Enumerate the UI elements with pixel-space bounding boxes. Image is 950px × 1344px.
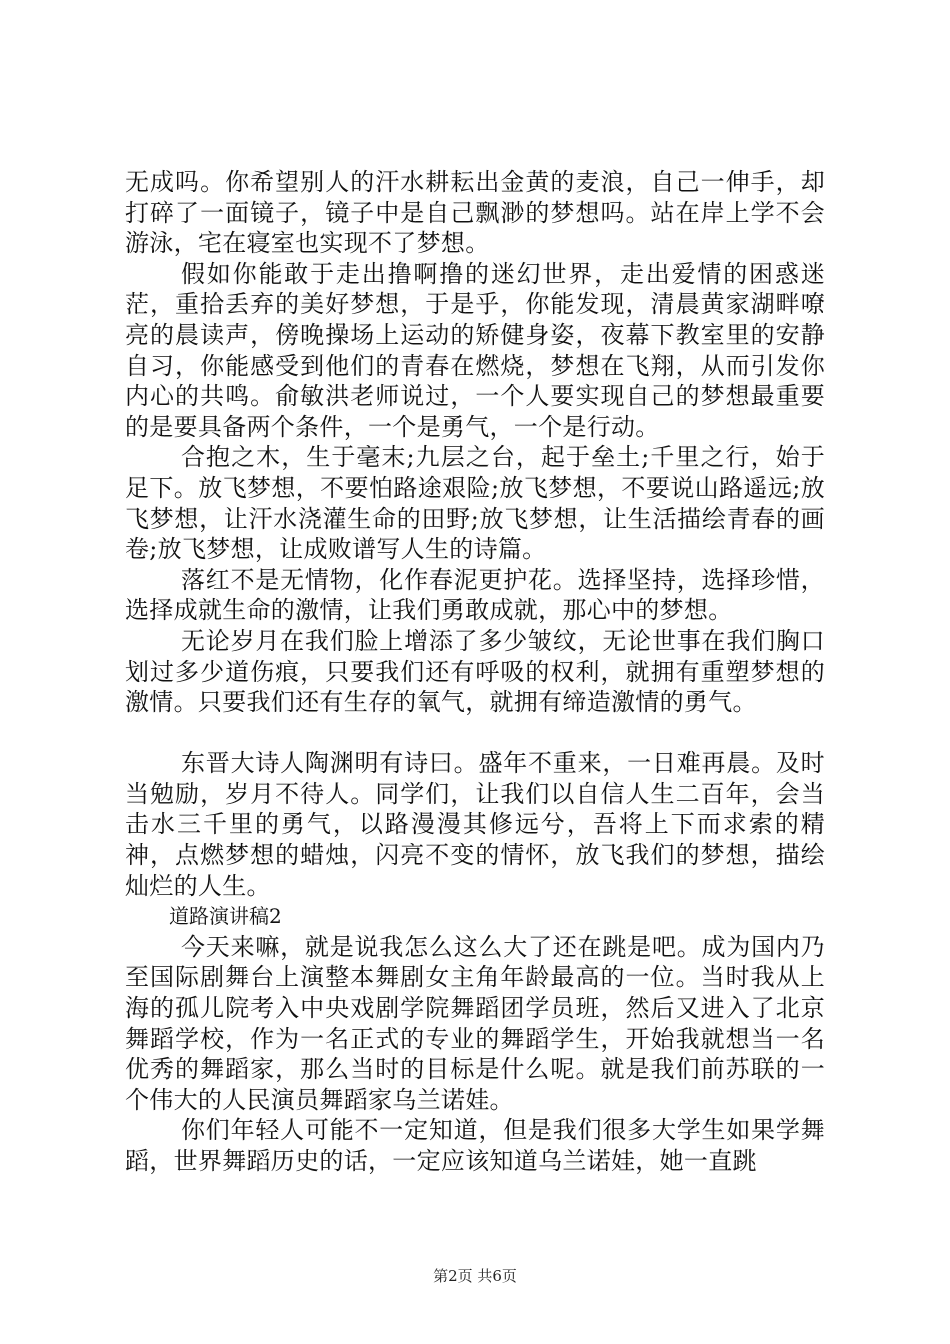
paragraph: 假如你能敢于走出撸啊撸的迷幻世界，走出爱情的困惑迷茫，重拾丢弃的美好梦想，于是乎，你能发现，清晨黄家湖畔嘹亮的晨读声，傍晚操场上运动的矫健身姿，夜幕下教室里的安静自习，你能感受到他们的青春在燃烧，梦想在飞翔，从而引发你内心的共鸣。俞敏洪老师说过，一个人要实现自己的梦想最重要的是要具备两个条件，一个是勇气，一个是行动。 — [125, 259, 825, 441]
paragraph: 东晋大诗人陶渊明有诗曰。盛年不重来，一日难再晨。及时当勉励，岁月不待人。同学们，让我们以自信人生二百年，会当击水三千里的勇气，以路漫漫其修远兮，吾将上下而求索的精神，点燃梦想的蜡烛，闪亮不变的情怀，放飞我们的梦想，描绘灿烂的人生。 — [125, 749, 825, 900]
blank-line — [125, 718, 825, 749]
paragraph: 落红不是无情物，化作春泥更护花。选择坚持，选择珍惜，选择成就生命的激情，让我们勇敢成就，那心中的梦想。 — [125, 565, 825, 625]
paragraph: 合抱之木，生于毫末;九层之台，起于垒土;千里之行，始于足下。放飞梦想，不要怕路途艰险;放飞梦想，不要说山路遥远;放飞梦想，让汗水浇灌生命的田野;放飞梦想，让生活描绘青春的画卷;放飞梦想，让成败谱写人生的诗篇。 — [125, 443, 825, 564]
paragraph: 今天来嘛，就是说我怎么这么大了还在跳是吧。成为国内乃至国际剧舞台上演整本舞剧女主角年龄最高的一位。当时我从上海的孤儿院考入中央戏剧学院舞蹈团学员班，然后又进入了北京舞蹈学校，作为一名正式的专业的舞蹈学生，开始我就想当一名优秀的舞蹈家，那么当时的目标是什么呢。就是我们前苏联的一个伟大的人民演员舞蹈家乌兰诺娃。 — [125, 932, 825, 1114]
page-footer: 第2页 共6页 — [433, 1267, 517, 1285]
paragraph: 无论岁月在我们脸上增添了多少皱纹，无论世事在我们胸口划过多少道伤痕，只要我们还有呼吸的权利，就拥有重塑梦想的激情。只要我们还有生存的氧气，就拥有缔造激情的勇气。 — [125, 626, 825, 717]
section-heading: 道路演讲稿2 — [169, 904, 282, 929]
document-body — [125, 167, 825, 1177]
paragraph: 无成吗。你希望别人的汗水耕耘出金黄的麦浪，自己一伸手，却打碎了一面镜子，镜子中是自己飘渺的梦想吗。站在岸上学不会游泳，宅在寝室也实现不了梦想。 — [125, 168, 825, 258]
paragraph: 你们年轻人可能不一定知道，但是我们很多大学生如果学舞蹈，世界舞蹈历史的话，一定应该知道乌兰诺娃，她一直跳 — [125, 1116, 825, 1175]
